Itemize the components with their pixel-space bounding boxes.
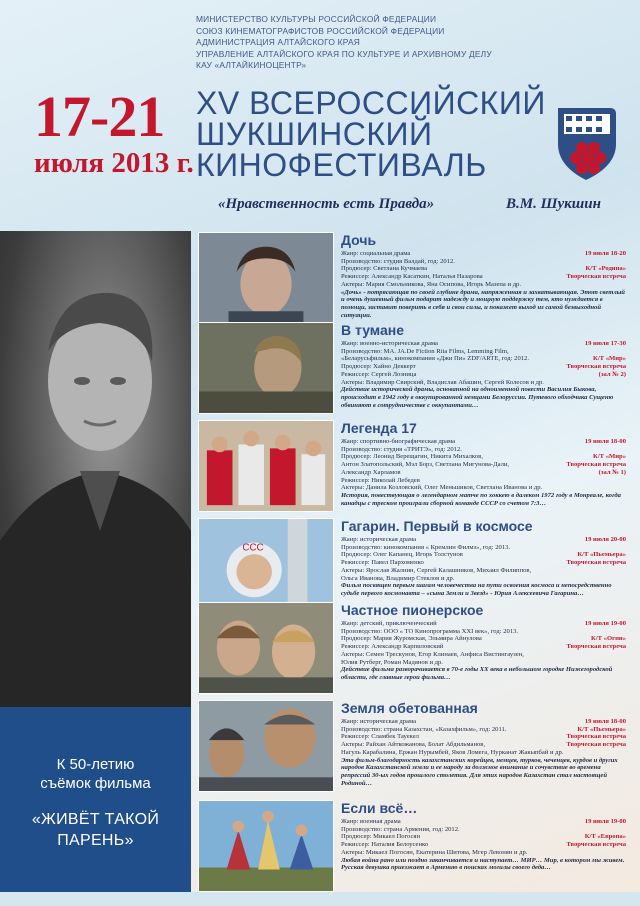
film-schedule: 19 июля 18-00 (584, 718, 626, 725)
festival-year: июля 2013 г. (34, 147, 194, 179)
footer-strip (0, 892, 640, 906)
film-detail-row (341, 544, 626, 552)
film-detail: Режиссер: Сламбек Тауекел (341, 733, 419, 741)
film-detail: Продюсер: Леонид Верещагин, Никита Михалков, (341, 453, 483, 461)
film-detail: Жанр: детский, приключенческий (341, 620, 437, 627)
festival-title-line: ШУКШИНСКИЙ (196, 116, 433, 152)
film-still (198, 800, 334, 892)
film-detail-row (341, 446, 626, 454)
film-detail: Производство: страна Казахстан, «Казахфильм», год: 2011. (341, 725, 507, 733)
film-detail: Продюсер: Микаел Погосян (341, 833, 420, 841)
film-detail: Режиссер: Павел Пархоменко (341, 559, 424, 567)
film-info (341, 420, 626, 507)
film-title: Легенда 17 (341, 420, 417, 436)
film-detail-row (341, 651, 626, 659)
film-detail: Жанр: военно-историческая драма (341, 340, 438, 347)
film-schedule (622, 477, 626, 485)
festival-title (196, 85, 546, 183)
film-schedule (622, 651, 626, 659)
film-detail-row (341, 371, 626, 379)
film-schedule (622, 567, 626, 575)
film-detail: Жанр: историческая драма (341, 536, 417, 543)
film-detail: Продюсер: Олег Капанец, Игорь Толстунов (341, 551, 463, 559)
film-description: «Дочь» - потрясающая по своей глубине драма, напряженная и захватывающая. Этот светлый и очень душевный фильм подарит надежду и мощную поддержку тем, кто нуждается в помощи, заставит поверить в себя и свои силы, и покажет выход из самой безвыходной ситуации. (341, 288, 625, 319)
film-schedule (622, 258, 626, 266)
film-schedule (622, 484, 626, 492)
film-schedule: К/Т «Европа» (584, 833, 626, 841)
film-detail-row (341, 818, 626, 826)
film-detail: Актеры: Данила Козловский, Олег Меньшиков, Светлана Иванова и др. (341, 484, 543, 492)
film-schedule: (зал № 2) (598, 370, 626, 378)
film-detail-row (341, 749, 626, 757)
film-detail: Нагуль Карабалина, Ержан Нурымбей, Яков Ломега, Нурканат Жакыпбай и др. (341, 748, 564, 756)
film-title: Дочь (341, 232, 377, 248)
film-info (341, 322, 626, 409)
film-title: В тумане (341, 322, 405, 338)
film-detail-row (341, 536, 626, 544)
film-info (341, 800, 626, 872)
film-schedule: 19 июля 19-00 (584, 818, 626, 825)
festival-title-line: КИНОФЕСТИВАЛЬ (196, 147, 487, 183)
organizer-line: АДМИНИСТРАЦИЯ АЛТАЙСКОГО КРАЯ (196, 37, 360, 48)
festival-dates: 17-21 (34, 84, 165, 149)
film-detail: Производство: страна Армения, год: 2012. (341, 825, 460, 833)
film-detail: Продюсер: Мария Журомская, Эльмира Айнулова (341, 635, 482, 643)
film-detail-row (341, 833, 626, 841)
film-schedule (622, 446, 626, 454)
film-detail-row (341, 551, 626, 559)
film-detail: Актеры: Райхан Айткожанова, Болат Абдильманов, (341, 741, 486, 749)
organizer-line: УПРАВЛЕНИЕ АЛТАЙСКОГО КРАЯ ПО КУЛЬТУРЕ И АРХИВНОМУ ДЕЛУ (196, 48, 492, 59)
film-schedule: К/Т «Родина» (585, 265, 626, 273)
film-schedule: К/Т «Пьемьера» (577, 725, 626, 733)
film-detail-row (341, 575, 626, 583)
film-still (198, 420, 334, 512)
film-detail: Антон Златопольский, Мэл Борз, Светлана Мигунова-Дали, (341, 461, 510, 469)
film-schedule (622, 379, 626, 387)
film-detail-row (341, 348, 626, 356)
film-schedule (622, 544, 626, 552)
film-info (341, 602, 626, 682)
film-detail: Производство: ООО « ТО Кинопрограмма XXI век», год: 2013. (341, 627, 519, 635)
film-detail: «Беларусьфильм», кинокомпания «Джи Пи» ZDF/ARTE, год: 2012. (341, 355, 529, 363)
film-schedule: К/Т «Пьемьера» (577, 551, 626, 559)
film-schedule: 19 июля 18-00 (584, 438, 626, 445)
film-title: Гагарин. Первый в космосе (341, 518, 533, 534)
film-schedule: (зал № 1) (598, 468, 626, 476)
film-detail: Режиссер: Наталия Белоусенко (341, 841, 429, 849)
film-schedule (622, 575, 626, 583)
film-still (198, 602, 334, 694)
film-detail-row (341, 741, 626, 749)
film-detail: Производство: студия «ТРИТЭ», год: 2012. (341, 445, 462, 453)
anniversary-line: К 50-летию (56, 756, 135, 773)
anniversary-film-title (0, 809, 191, 851)
film-description: Действие исторической драмы, основанной на одноименной повести Василия Быкова, происходит в 1942 году в оккупированной немцами Белоруссии. Путевого обходчика Сущеню обвиняют в сотрудничестве с оккупантами… (341, 386, 614, 409)
film-detail-row (341, 461, 626, 469)
organizers-block (196, 14, 526, 72)
film-detail-row (341, 258, 626, 266)
film-detail-row (341, 559, 626, 567)
film-schedule: 19 июля 17-30 (584, 340, 626, 347)
film-schedule (622, 281, 626, 289)
film-schedule: Творческая встреча (566, 741, 626, 749)
film-detail-row (341, 340, 626, 348)
film-detail: Режиссер: Сергей Лозница (341, 370, 417, 378)
film-schedule (622, 659, 626, 667)
film-detail: Жанр: историческая драма (341, 718, 417, 725)
film-detail-row (341, 265, 626, 273)
film-detail-row (341, 726, 626, 734)
film-description: История, повествующая о легендарном матче по хоккею в далеком 1972 году в Монреале, когда канадцы с треском проиграли сборной команде СССР со счетом 7:3… (341, 491, 621, 507)
anniversary-block (0, 707, 191, 892)
film-detail: Производство: кинокомпания « Кремлин Филмз», год: 2013. (341, 543, 511, 551)
film-schedule: К/Т «Мир» (593, 453, 626, 461)
film-detail: Юлия Рутберг, Роман Мадянов и др. (341, 658, 443, 666)
film-detail-row (341, 484, 626, 492)
film-schedule: Творческая встреча (566, 363, 626, 371)
film-detail-row (341, 453, 626, 461)
film-detail-row (341, 438, 626, 446)
festival-motto: «Нравственность есть Правда» (218, 196, 435, 212)
film-title: Частное пионерское (341, 602, 484, 618)
film-detail-row (341, 567, 626, 575)
organizer-line: МИНИСТЕРСТВО КУЛЬТУРЫ РОССИЙСКОЙ ФЕДЕРАЦИИ (196, 14, 437, 24)
film-schedule (622, 826, 626, 834)
film-detail: Актеры: Мария Смольникова, Яна Осипова, Игорь Мазепа и др. (341, 280, 521, 288)
film-detail-row (341, 620, 626, 628)
film-detail-row (341, 849, 626, 857)
film-detail: Продюсер: Светлана Кучмаева (341, 265, 428, 273)
film-description: Фильм посвящен первым шагам человечества на пути освоения космоса и непосредственно судьбе первого космонавта – «сына Земли и Звезд» - Юрия Алексеевича Гагарина… (341, 582, 612, 597)
anniversary-film-line: ПАРЕНЬ» (57, 832, 134, 849)
film-detail-row (341, 379, 626, 387)
festival-logo-icon (552, 104, 622, 184)
film-detail-row (341, 469, 626, 477)
film-detail-row (341, 477, 626, 485)
film-schedule (622, 348, 626, 356)
film-schedule: Творческая встреча (566, 559, 626, 567)
film-detail: Актеры: Ярослав Жалнин, Сергей Калашников, Михаил Филиппов, (341, 566, 532, 574)
film-detail: Актеры: Микаел Погосян, Екатерина Шитова, Мгер Левонян и др. (341, 848, 528, 856)
film-description: Любая война рано или поздно заканчивается и наступает… МИР… Мир, в котором мы живем. Русская девушка приезжает в Армению в поисках могилы своего деда… (341, 856, 625, 872)
film-info (341, 700, 626, 787)
film-detail: Продюсер: Хайно Деккерт (341, 363, 416, 371)
film-schedule: Творческая встреча (566, 643, 626, 651)
film-still (198, 700, 334, 792)
film-schedule: К/Т «Мир» (593, 355, 626, 363)
svg-text:ССС: ССС (242, 542, 264, 554)
film-detail: Режиссер: Николай Лебедев (341, 476, 420, 484)
film-schedule: Творческая встреча (566, 733, 626, 741)
film-detail: Режиссер: Александр Карпиловский (341, 643, 444, 651)
film-schedule (622, 849, 626, 857)
film-detail: Производство: MA. JA.De Fiction Riia Films, Lemming Film, (341, 347, 509, 355)
film-detail: Александр Харламов (341, 468, 401, 476)
film-detail-row (341, 841, 626, 849)
film-detail: Ольга Иванова, Владимир Стеклов и др. (341, 574, 455, 582)
film-detail: Режиссер: Александр Касаткин, Наталья Назарова (341, 273, 483, 281)
film-detail-row (341, 250, 626, 258)
film-schedule (622, 749, 626, 757)
film-description: Действие фильма разворачивается в 70-е годы XX века в небольшом городке Нижегородской области, где главные герои фильма… (341, 666, 613, 681)
film-detail: Жанр: военная драма (341, 818, 401, 825)
film-detail-row (341, 659, 626, 667)
film-detail-row (341, 628, 626, 636)
motto-author: В.М. Шукшин (506, 196, 601, 212)
film-schedule: 19 июля 19-00 (584, 620, 626, 627)
organizer-line: СОЮЗ КИНЕМАТОГРАФИСТОВ РОССИЙСКОЙ ФЕДЕРАЦИИ (196, 25, 445, 36)
film-still (198, 232, 334, 324)
film-detail-row (341, 363, 626, 371)
film-info (341, 518, 626, 598)
film-schedule: 19 июля 20-00 (584, 536, 626, 543)
film-detail-row (341, 718, 626, 726)
film-detail: Жанр: спортивно-биографическая драма (341, 438, 456, 445)
shukshin-portrait (0, 231, 191, 707)
film-detail-row (341, 355, 626, 363)
film-detail-row (341, 733, 626, 741)
film-info (341, 232, 626, 319)
film-detail: Производство: студия Валдай, год: 2012. (341, 257, 455, 265)
festival-title-line: XV ВСЕРОССИЙСКИЙ (196, 85, 546, 121)
film-schedule: К/Т «Огни» (591, 635, 626, 643)
film-detail-row (341, 273, 626, 281)
film-detail: Жанр: социальная драма (341, 250, 411, 257)
film-schedule: 19 июля 18-20 (584, 250, 626, 257)
anniversary-line: съёмок фильма (40, 775, 151, 792)
film-detail: Актеры: Владимир Свирский, Владислав Абашин, Сергей Колесов и др. (341, 378, 544, 386)
film-title: Если всё… (341, 800, 418, 816)
film-schedule: Творческая встреча (566, 461, 626, 469)
film-still (198, 322, 334, 414)
film-still (198, 518, 334, 610)
film-schedule (622, 628, 626, 636)
film-detail: Актеры: Семен Трескунов, Егор Клинаев, Анфиса Вистингаузен, (341, 650, 524, 658)
film-schedule: Творческая встреча (566, 841, 626, 849)
film-description: Эта фильм-благодарность казахстанских корейцев, немцев, турков, чеченцев, курдов и других народов Казахстанской земли и ее народу за должное внимание и сочувствие во времена репрессий 30-ых годов прошлого столетия. Для этих народов Казахстан стал настоящей Родиной… (341, 756, 618, 787)
film-detail-row (341, 826, 626, 834)
film-schedule: Творческая встреча (566, 273, 626, 281)
film-detail-row (341, 643, 626, 651)
organizer-line: КАУ «АЛТАЙКИНОЦЕНТР» (196, 60, 307, 71)
film-detail-row (341, 635, 626, 643)
film-detail-row (341, 281, 626, 289)
anniversary-film-line: «ЖИВЁТ ТАКОЙ (31, 811, 160, 828)
film-title: Земля обетованная (341, 700, 478, 716)
